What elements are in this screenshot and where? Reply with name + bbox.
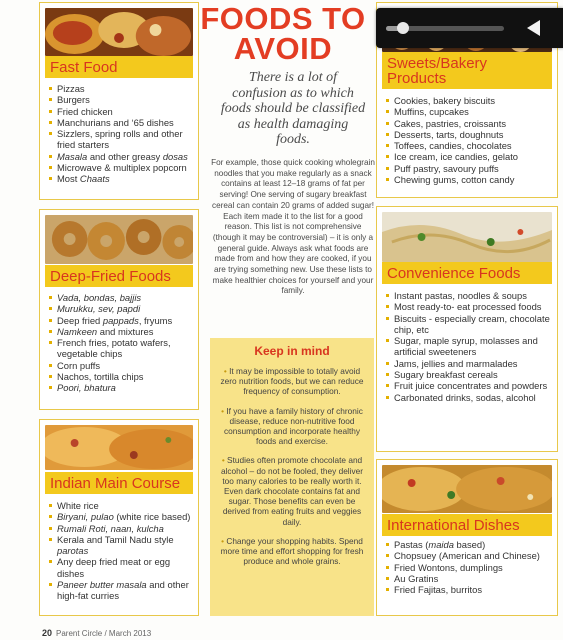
item-text-italic: Murukku, sev, papdi <box>57 303 141 315</box>
list-item <box>385 369 551 380</box>
item-text: and other high-fat curries <box>57 579 189 602</box>
keep-in-mind-box <box>210 338 374 616</box>
item-text: Most ready-to- eat processed foods <box>394 301 542 313</box>
bullet-icon: • <box>221 535 227 546</box>
list-item <box>385 140 551 151</box>
fast-food-list <box>48 83 192 185</box>
keep-in-mind-point <box>219 406 365 447</box>
keep-in-mind-heading: Keep in mind <box>254 344 330 358</box>
card-indian-main <box>39 419 199 616</box>
fast-food-heading: Fast Food <box>45 56 193 78</box>
convenience-list <box>385 290 551 403</box>
item-text: Microwave & multiplex popcorn <box>57 162 187 174</box>
item-text: Ice cream, ice candies, gelato <box>394 151 519 163</box>
sweets-list <box>385 95 551 185</box>
item-text: (white rice based) <box>113 511 191 523</box>
item-text-italic: parotas <box>57 545 89 557</box>
list-item <box>48 511 192 522</box>
list-item <box>385 313 551 336</box>
item-text: Toffees, candies, chocolates <box>394 140 512 152</box>
item-text-italic: Chaats <box>79 173 110 185</box>
item-text: White rice <box>57 500 99 511</box>
item-text: Fruit juice concentrates and powders <box>394 380 548 392</box>
item-text: Sugar, maple syrup, molasses and artificial sweeteners <box>394 335 538 358</box>
list-item <box>48 556 192 579</box>
list-item <box>385 151 551 162</box>
item-text: Any deep fried meat or egg dishes <box>57 556 171 579</box>
item-text-italic: maida <box>428 539 454 550</box>
indian-main-list <box>48 500 192 602</box>
item-text: Kerala and Tamil Nadu style <box>57 533 174 545</box>
indian-main-photo <box>45 425 193 470</box>
list-item <box>48 315 192 326</box>
point-text: If you have a family history of chronic disease, reduce non-nutritive food consumption and incorporate healthy foods and exercise. <box>223 405 363 447</box>
list-item <box>48 303 192 314</box>
item-text: Chewing gums, cotton candy <box>394 174 515 186</box>
page-number: 20 <box>42 628 53 638</box>
list-item <box>385 550 551 561</box>
item-text: and mixtures <box>97 325 154 337</box>
list-item <box>48 106 192 117</box>
card-deep-fried <box>39 209 199 410</box>
item-text: Jams, jellies and marmalades <box>394 357 518 369</box>
item-text: Most <box>57 173 80 185</box>
list-item <box>48 326 192 337</box>
item-text: Manchurians and ‘65 dishes <box>57 116 174 128</box>
item-text-italic: dosas <box>162 150 188 162</box>
list-item <box>385 584 551 595</box>
item-text: Chopsuey (American and Chinese) <box>394 550 540 562</box>
indian-main-heading: Indian Main Course <box>45 472 193 494</box>
item-text: Au Gratins <box>394 572 439 584</box>
list-item <box>385 380 551 391</box>
item-text: Biscuits - especially cream, chocolate chip, etc <box>394 312 550 335</box>
item-text-italic: Biryani, pulao <box>57 511 114 523</box>
item-text: based) <box>453 539 486 550</box>
item-text: Desserts, tarts, doughnuts <box>394 128 504 140</box>
list-item <box>48 579 192 602</box>
item-text-italic: Rumali Roti, naan, kulcha <box>57 522 164 534</box>
list-item <box>48 162 192 173</box>
list-item <box>48 292 192 303</box>
point-text: Change your shopping habits. Spend more time and effort shopping for fresh produce and whole grains. <box>220 535 364 567</box>
list-item <box>385 301 551 312</box>
point-text: Studies often promote chocolate and alcohol – do not be fooled, they deliver too many calories to be really worth it. Even dark chocolate contains fat and sugar. Those benefits can even be derived from eating fruits and veggies daily. <box>220 455 364 527</box>
item-text: Pastas ( <box>394 539 429 550</box>
list-item <box>385 562 551 573</box>
item-text: French fries, potato wafers, vegetable chips <box>57 337 171 360</box>
international-photo <box>382 465 552 513</box>
card-fast-food <box>39 2 199 200</box>
keep-in-mind-point <box>219 366 365 397</box>
body-text: For example, those quick cooking wholegrain noodles that you make regularly as a snack contains at least 12–18 grams of fat per serving! One serving of sugary breakfast cereal can contain 20 grams of added sugar! Each item made it to the list for a good reason. This list is not comprehensive (though it may be controversial) – it is only a general guide. Always ask what foods are made from and how they are cooked, if you are trying something new. Use these lists to make healthier choices for yourself and your family. <box>211 158 375 296</box>
page-footer <box>42 628 151 638</box>
item-text-italic: Masala <box>57 150 88 162</box>
item-text: Sizzlers, spring rolls and other fried starters <box>57 128 183 151</box>
deep-fried-list <box>48 292 192 394</box>
list-item <box>48 173 192 184</box>
issue-label: Parent Circle / March 2013 <box>56 629 152 638</box>
list-item <box>385 335 551 358</box>
item-text-italic: Namkeen <box>57 325 98 337</box>
item-text: Fried Wontons, dumplings <box>394 561 503 573</box>
item-text: Burgers <box>57 94 90 106</box>
bullet-icon: • <box>221 455 228 466</box>
page-title: FOODS TO AVOID <box>200 1 366 66</box>
list-item <box>48 128 192 151</box>
list-item <box>48 337 192 360</box>
list-item <box>48 371 192 382</box>
list-item <box>48 151 192 162</box>
bullet-icon: • <box>221 405 227 416</box>
item-text: Puff pastry, savoury puffs <box>394 162 499 174</box>
media-progress-knob[interactable] <box>397 22 409 34</box>
list-item <box>385 129 551 140</box>
list-item <box>48 523 192 534</box>
item-text: Instant pastas, noodles & soups <box>394 290 527 301</box>
item-text: Pizzas <box>57 83 85 94</box>
item-text-italic: Poori, bhatura <box>57 382 116 394</box>
list-item <box>385 118 551 129</box>
item-text: Deep fried <box>57 314 103 326</box>
list-item <box>48 83 192 94</box>
item-text-italic: pappads <box>102 314 139 326</box>
list-item <box>48 382 192 393</box>
item-text: Muffins, cupcakes <box>394 106 469 118</box>
international-heading: International Dishes <box>382 514 552 536</box>
list-item <box>385 392 551 403</box>
list-item <box>48 94 192 105</box>
media-player-bar <box>376 8 563 48</box>
intro-text: There is a lot of confusion as to which foods should be classified as health damaging foods. <box>220 70 366 147</box>
item-text: Carbonated drinks, sodas, alcohol <box>394 391 536 403</box>
list-item <box>385 106 551 117</box>
deep-fried-photo <box>45 215 193 264</box>
convenience-heading: Convenience Foods <box>382 262 552 284</box>
list-item <box>385 539 551 550</box>
item-text: Fried chicken <box>57 105 113 117</box>
item-text: Corn puffs <box>57 359 101 371</box>
item-text: Cookies, bakery biscuits <box>394 95 496 106</box>
play-triangle-icon[interactable] <box>524 18 544 38</box>
list-item <box>385 573 551 584</box>
card-international <box>376 459 558 616</box>
bullet-icon: • <box>223 366 230 376</box>
list-item <box>48 500 192 511</box>
list-item <box>385 174 551 185</box>
list-item <box>48 360 192 371</box>
sweets-heading: Sweets/Bakery Products <box>382 52 552 89</box>
item-text: Cakes, pastries, croissants <box>394 117 507 129</box>
list-item <box>385 163 551 174</box>
deep-fried-heading: Deep-Fried Foods <box>45 265 193 287</box>
item-text-italic: Vada, bondas, bajjis <box>57 292 142 303</box>
international-list <box>385 539 551 595</box>
card-convenience <box>376 206 558 452</box>
keep-in-mind-point <box>219 455 365 526</box>
point-text: It may be impossible to totally avoid zero nutrition foods, but we can reduce frequency of consumption. <box>220 366 364 397</box>
list-item <box>385 95 551 106</box>
item-text: Nachos, tortilla chips <box>57 371 144 383</box>
keep-in-mind-point <box>219 536 365 567</box>
list-item <box>385 358 551 369</box>
list-item <box>48 534 192 557</box>
fast-food-photo <box>45 8 193 56</box>
item-text: and other greasy <box>87 150 163 162</box>
list-item <box>48 117 192 128</box>
item-text: Fried Fajitas, burritos <box>394 584 483 596</box>
item-text: Sugary breakfast cereals <box>394 369 498 381</box>
list-item <box>385 290 551 301</box>
convenience-photo <box>382 212 552 262</box>
item-text: , fryums <box>138 314 173 326</box>
item-text-italic: Paneer butter masala <box>57 579 147 591</box>
